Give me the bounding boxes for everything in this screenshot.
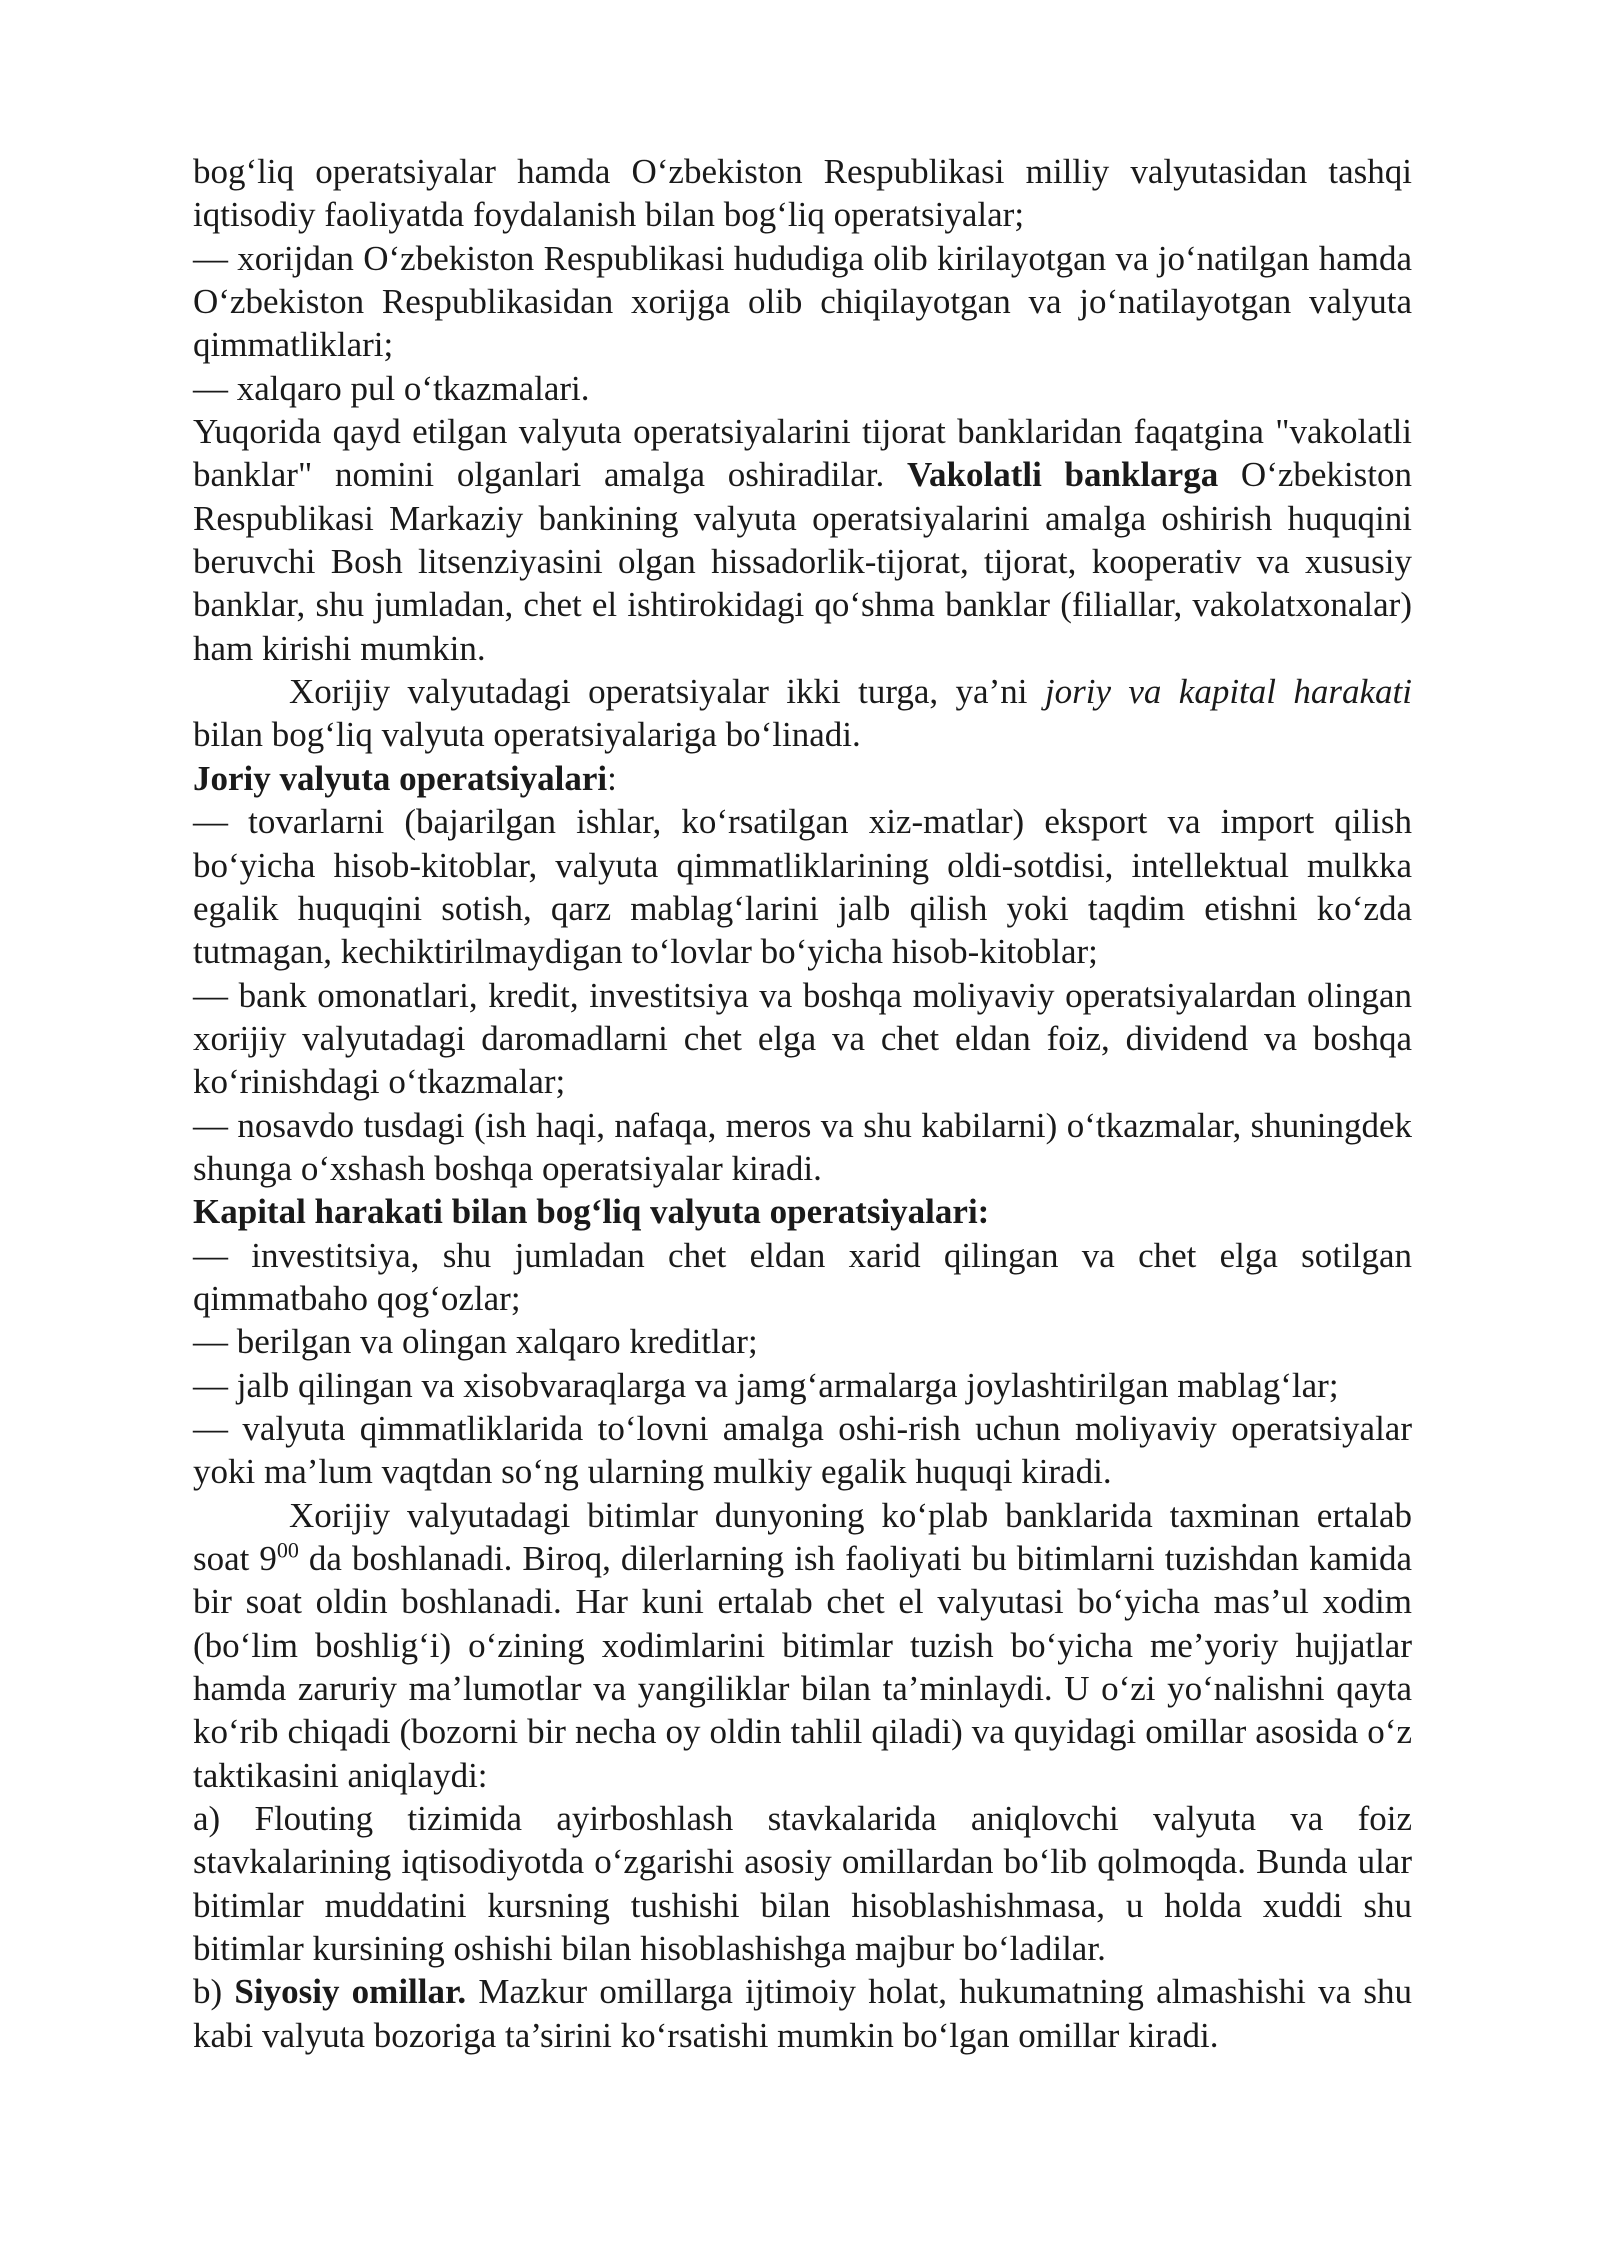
text-run: bog‘liq operatsiyalar hamda O‘zbekiston Respublikasi milliy valyutasidan tashqi iqtisodiy faoliyatda foydalanish bilan bog‘liq operatsiyalar; <box>193 152 1412 235</box>
text-run: O‘zbekiston Respublikasi Markaziy bankining valyuta operatsiyalarini amalga oshirish huquqini beruvchi Bosh litsenziyasini olgan hissadorlik-tijorat, tijorat, kooperativ va xususiy banklar, shu jumladan, chet el ishtirokidagi qo‘shma banklar (filiallar, vakolatxonalar) ham kirishi mumkin. <box>193 455 1412 668</box>
list-item <box>193 1320 1412 1363</box>
italic-term: joriy va kapital harakati <box>1044 672 1412 712</box>
paragraph <box>193 150 1412 237</box>
text-run: — xalqaro pul o‘tkazmalari. <box>193 368 590 408</box>
heading-text: Kapital harakati bilan bog‘liq valyuta operatsiyalari: <box>193 1192 990 1232</box>
list-item <box>193 1104 1412 1191</box>
text-run: a) Flouting tizimida ayirboshlash stavkalarida aniqlovchi valyuta va foiz stavkalarining iqtisodiyotda o‘zgarishi asosiy omillardan bo‘lib qolmoqda. Bunda ular bitimlar muddatini kursning tushishi bilan hisoblashishmasa, u holda xuddi shu bitimlar kursining oshishi bilan hisoblashishga majbur bo‘ladilar. <box>193 1799 1412 1969</box>
text-run: Mazkur omillarga ijtimoiy holat, hukumatning almashishi va shu kabi valyuta bozoriga ta’sirini ko‘rsatishi mumkin bo‘lgan omillar kiradi. <box>193 1972 1413 2055</box>
list-item <box>193 974 1412 1104</box>
bold-term: Siyosiy omillar. <box>234 1972 467 2012</box>
text-run: bilan bog‘liq valyuta operatsiyalariga bo‘linadi. <box>193 715 861 755</box>
text-run: — xorijdan O‘zbekiston Respublikasi hududiga olib kirilayotgan va jo‘natilgan hamda O‘zbekiston Respublikasidan xorijga olib chiqilayotgan va jo‘natilayotgan valyuta qimmatliklari; <box>193 238 1412 365</box>
list-item <box>193 800 1412 973</box>
text-run: — tovarlarni (bajarilgan ishlar, ko‘rsatilgan xiz-matlar) eksport va import qilish bo‘yicha hisob-kitoblar, valyuta qimmatliklarining oldi-sotdisi, intellektual mulkka egalik huquqini sotish, qarz mablag‘larini jalb qilish yoki taqdim etishni ko‘zda tutmagan, kechiktirilmaydigan to‘lovlar bo‘yicha hisob-kitoblar; <box>193 802 1412 972</box>
text-run: — valyuta qimmatliklarida to‘lovni amalga oshi-rish uchun moliyaviy operatsiyalar yoki ma’lum vaqtdan so‘ng ularning mulkiy egalik huquqi kiradi. <box>193 1408 1412 1492</box>
text-run: — nosavdo tusdagi (ish haqi, nafaqa, meros va shu kabilarni) o‘tkazmalar, shuningdek shunga o‘xshash boshqa operatsiyalar kiradi. <box>193 1105 1412 1188</box>
list-item <box>193 237 1412 367</box>
list-item <box>193 1970 1412 2057</box>
text-run: Xorijiy valyutadagi bitimlar dunyoning ko‘plab banklarida taxminan ertalab soat 9 <box>193 1495 1412 1578</box>
list-item <box>193 1364 1412 1407</box>
heading-text: Joriy valyuta operatsiyalari <box>193 758 608 798</box>
paragraph <box>193 1494 1412 1797</box>
text-run: — investitsiya, shu jumladan chet eldan xarid qilingan va chet elga sotilgan qimmatbaho qog‘ozlar; <box>193 1235 1412 1318</box>
section-heading <box>193 1190 1412 1233</box>
paragraph <box>193 670 1412 757</box>
paragraph <box>193 410 1412 670</box>
list-item <box>193 367 1412 410</box>
text-run: : <box>607 758 617 798</box>
text-run: b) <box>193 1972 235 2012</box>
document-page <box>193 150 1412 2057</box>
list-item <box>193 1234 1412 1321</box>
text-run: — bank omonatlari, kredit, investitsiya va boshqa moliyaviy operatsiyalardan olingan xorijiy valyutadagi daromadlarni chet elga va chet eldan foiz, dividend va boshqa ko‘rinishdagi o‘tkazmalar; <box>193 975 1412 1102</box>
text-run: Xorijiy valyutadagi operatsiyalar ikki turga, ya’ni <box>289 672 1045 712</box>
list-item <box>193 1797 1412 1970</box>
section-heading <box>193 757 1412 800</box>
superscript: 00 <box>276 1537 299 1563</box>
text-run: — jalb qilingan va xisobvaraqlarga va jamg‘armalarga joylashtirilgan mablag‘lar; <box>193 1365 1339 1405</box>
text-run: — berilgan va olingan xalqaro kreditlar; <box>193 1322 758 1362</box>
bold-term: Vakolatli banklarga <box>906 455 1219 495</box>
text-run: da boshlanadi. Biroq, dilerlarning ish faoliyati bu bitimlarni tuzishdan kamida bir soat oldin boshlanadi. Har kuni ertalab chet el valyutasi bo‘yicha mas’ul xodim (bo‘lim boshlig‘i) o‘zining xodimlarini bitimlar tuzish bo‘yicha me’yoriy hujjatlar hamda zaruriy ma’lumotlar va yangiliklar bilan ta’minlaydi. U o‘zi yo‘nalishni qayta ko‘rib chiqadi (bozorni bir necha oy oldin tahlil qiladi) va quyidagi omillar asosida o‘z taktikasini aniqlaydi: <box>193 1539 1412 1795</box>
text-run: Yuqorida qayd etilgan valyuta operatsiyalarini tijorat banklaridan faqatgina "vakolatli banklar" nomini olganlari amalga oshiradilar. <box>193 412 1412 495</box>
list-item <box>193 1407 1412 1494</box>
